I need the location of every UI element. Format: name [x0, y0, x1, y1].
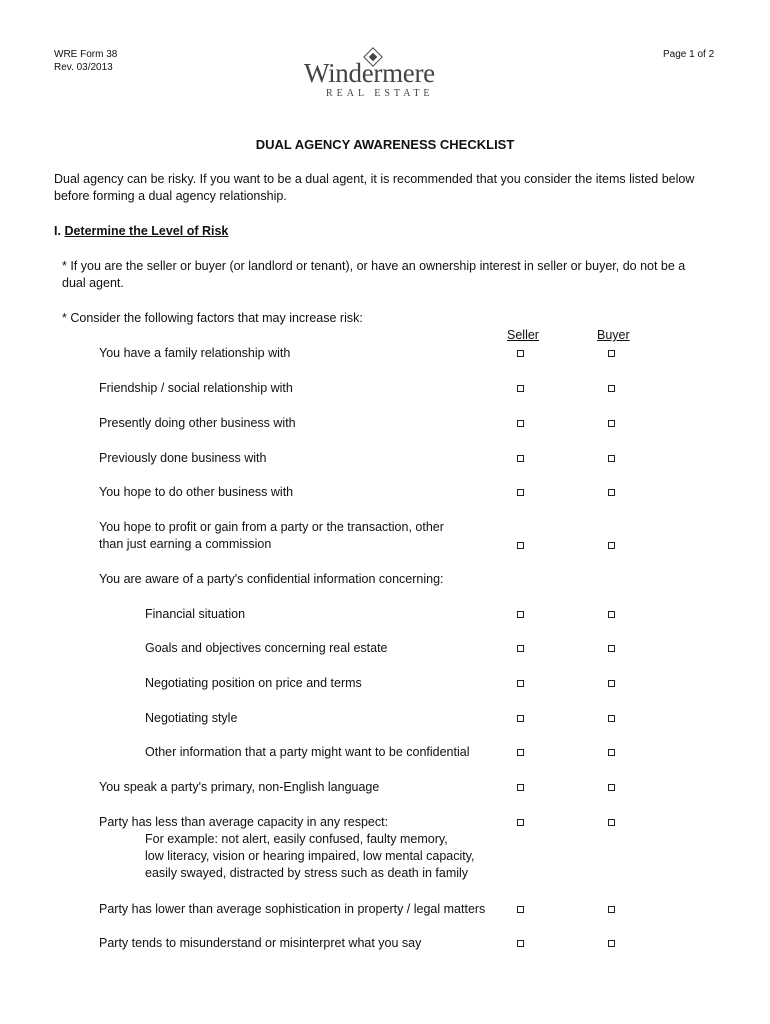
- logo-wordmark: Windermere: [304, 58, 435, 88]
- page-number: Page 1 of 2: [663, 49, 715, 60]
- checkbox-seller[interactable]: [517, 784, 524, 791]
- row-label: Friendship / social relationship with: [99, 381, 293, 395]
- checkbox-seller[interactable]: [517, 715, 524, 722]
- checkbox-seller[interactable]: [517, 819, 524, 826]
- checkbox-seller[interactable]: [517, 489, 524, 496]
- form-revision: Rev. 03/2013: [54, 62, 113, 73]
- form-id: WRE Form 38: [54, 49, 118, 60]
- section-title: Determine the Level of Risk: [64, 224, 229, 238]
- checkbox-buyer[interactable]: [608, 611, 615, 618]
- checkbox-buyer[interactable]: [608, 542, 615, 549]
- bullet-1-line-1: * If you are the seller or buyer (or landlord or tenant), or have an ownership interest in seller or buyer, do not be a: [62, 259, 686, 273]
- checkbox-buyer[interactable]: [608, 350, 615, 357]
- checkbox-buyer[interactable]: [608, 819, 615, 826]
- intro-line-2: before forming a dual agency relationship.: [54, 189, 287, 203]
- row-label: Party has lower than average sophistication in property / legal matters: [99, 902, 486, 916]
- row-label: Negotiating position on price and terms: [145, 676, 362, 690]
- checkbox-seller[interactable]: [517, 455, 524, 462]
- column-header-buyer: Buyer: [597, 328, 630, 342]
- intro-line-1: Dual agency can be risky. If you want to be a dual agent, it is recommended that you consider the items listed below: [54, 172, 695, 186]
- checkbox-buyer[interactable]: [608, 489, 615, 496]
- checkbox-seller[interactable]: [517, 906, 524, 913]
- row-label: You hope to profit or gain from a party or the transaction, other: [99, 520, 444, 534]
- row-label: Financial situation: [145, 607, 246, 621]
- row-label: Previously done business with: [99, 451, 267, 465]
- checkbox-buyer[interactable]: [608, 906, 615, 913]
- row-label: You have a family relationship with: [99, 346, 291, 360]
- checkbox-buyer[interactable]: [608, 784, 615, 791]
- checkbox-seller[interactable]: [517, 611, 524, 618]
- checkbox-buyer[interactable]: [608, 680, 615, 687]
- row-label: You hope to do other business with: [99, 485, 294, 499]
- bullet-1-line-2: dual agent.: [62, 276, 124, 290]
- bullet-2: * Consider the following factors that may increase risk:: [62, 311, 363, 325]
- row-label-continued: low literacy, vision or hearing impaired, low mental capacity,: [145, 849, 475, 863]
- section-heading: [54, 223, 228, 240]
- checkbox-seller[interactable]: [517, 940, 524, 947]
- checkbox-seller[interactable]: [517, 680, 524, 687]
- row-label: Other information that a party might want to be confidential: [145, 745, 470, 759]
- logo-tagline: REAL ESTATE: [326, 88, 434, 99]
- row-label: You speak a party's primary, non-English language: [99, 780, 380, 794]
- row-label-continued: For example: not alert, easily confused, faulty memory,: [145, 832, 448, 846]
- checkbox-seller[interactable]: [517, 385, 524, 392]
- checkbox-buyer[interactable]: [608, 455, 615, 462]
- row-label: Presently doing other business with: [99, 416, 296, 430]
- column-header-seller: Seller: [507, 328, 539, 342]
- checkbox-buyer[interactable]: [608, 940, 615, 947]
- checkbox-seller[interactable]: [517, 350, 524, 357]
- row-label: You are aware of a party's confidential information concerning:: [99, 572, 444, 586]
- checkbox-buyer[interactable]: [608, 645, 615, 652]
- row-label-continued: than just earning a commission: [99, 537, 272, 551]
- checkbox-seller[interactable]: [517, 420, 524, 427]
- row-label: Negotiating style: [145, 711, 238, 725]
- checkbox-seller[interactable]: [517, 645, 524, 652]
- checkbox-buyer[interactable]: [608, 420, 615, 427]
- row-label: Goals and objectives concerning real estate: [145, 641, 388, 655]
- checkbox-seller[interactable]: [517, 542, 524, 549]
- checkbox-seller[interactable]: [517, 749, 524, 756]
- row-label: Party has less than average capacity in any respect:: [99, 815, 389, 829]
- checkbox-buyer[interactable]: [608, 715, 615, 722]
- checkbox-buyer[interactable]: [608, 749, 615, 756]
- row-label-continued: easily swayed, distracted by stress such as death in family: [145, 866, 469, 880]
- section-number: I.: [54, 224, 61, 238]
- row-label: Party tends to misunderstand or misinterpret what you say: [99, 936, 422, 950]
- page-title: DUAL AGENCY AWARENESS CHECKLIST: [255, 137, 515, 152]
- checkbox-buyer[interactable]: [608, 385, 615, 392]
